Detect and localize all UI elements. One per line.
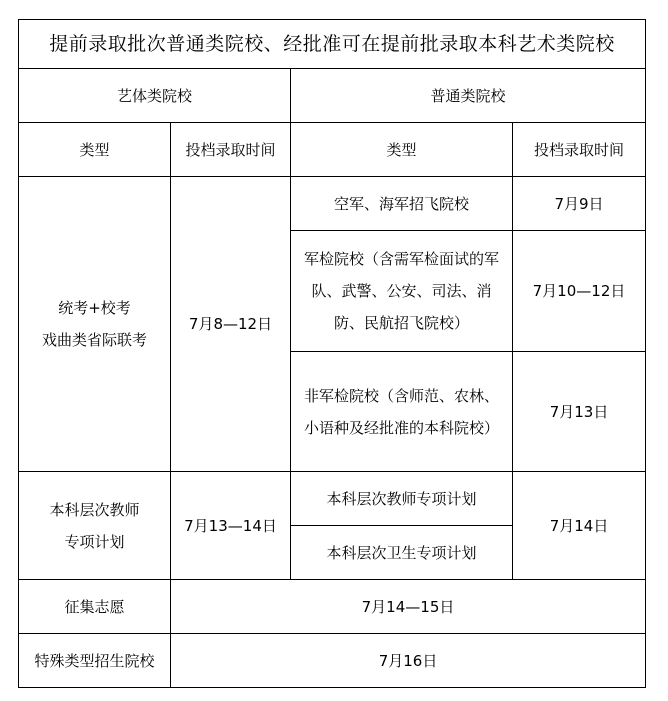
general-type-header: 类型 (291, 123, 513, 177)
solicit-time-cell: 7月14—15日 (171, 580, 646, 634)
special-label-cell: 特殊类型招生院校 (19, 634, 171, 688)
art-time-cell-2: 7月13—14日 (171, 472, 291, 580)
admission-schedule-table (18, 19, 646, 688)
art-time-header: 投档录取时间 (171, 123, 291, 177)
general-type-cell-1: 空军、海军招飞院校 (291, 177, 513, 231)
general-type-cell-2: 军检院校（含需军检面试的军队、武警、公安、司法、消防、民航招飞院校） (291, 231, 513, 352)
table-title: 提前录取批次普通类院校、经批准可在提前批录取本科艺术类院校 (19, 20, 646, 69)
general-type-cell-5: 本科层次卫生专项计划 (291, 526, 513, 580)
general-time-cell-3: 7月13日 (513, 352, 646, 472)
art-type-cell-2 (19, 472, 171, 580)
art-group-header: 艺体类院校 (19, 69, 291, 123)
general-time-header: 投档录取时间 (513, 123, 646, 177)
general-time-cell-2: 7月10—12日 (513, 231, 646, 352)
general-type-cell-3: 非军检院校（含师范、农林、小语种及经批准的本科院校） (291, 352, 513, 472)
special-time-cell: 7月16日 (171, 634, 646, 688)
art-time-cell-1: 7月8—12日 (171, 177, 291, 472)
art-type-cell-1 (19, 177, 171, 472)
solicit-label-cell: 征集志愿 (19, 580, 171, 634)
art-type-line: 本科层次教师 (49, 500, 140, 519)
art-type-line: 专项计划 (64, 532, 125, 551)
art-type-header: 类型 (19, 123, 171, 177)
general-time-cell-1: 7月9日 (513, 177, 646, 231)
art-type-line: 戏曲类省际联考 (41, 331, 147, 349)
general-time-cell-4: 7月14日 (513, 472, 646, 580)
art-type-line: 统考+校考 (58, 299, 131, 317)
general-group-header: 普通类院校 (291, 69, 646, 123)
general-type-cell-4: 本科层次教师专项计划 (291, 472, 513, 526)
